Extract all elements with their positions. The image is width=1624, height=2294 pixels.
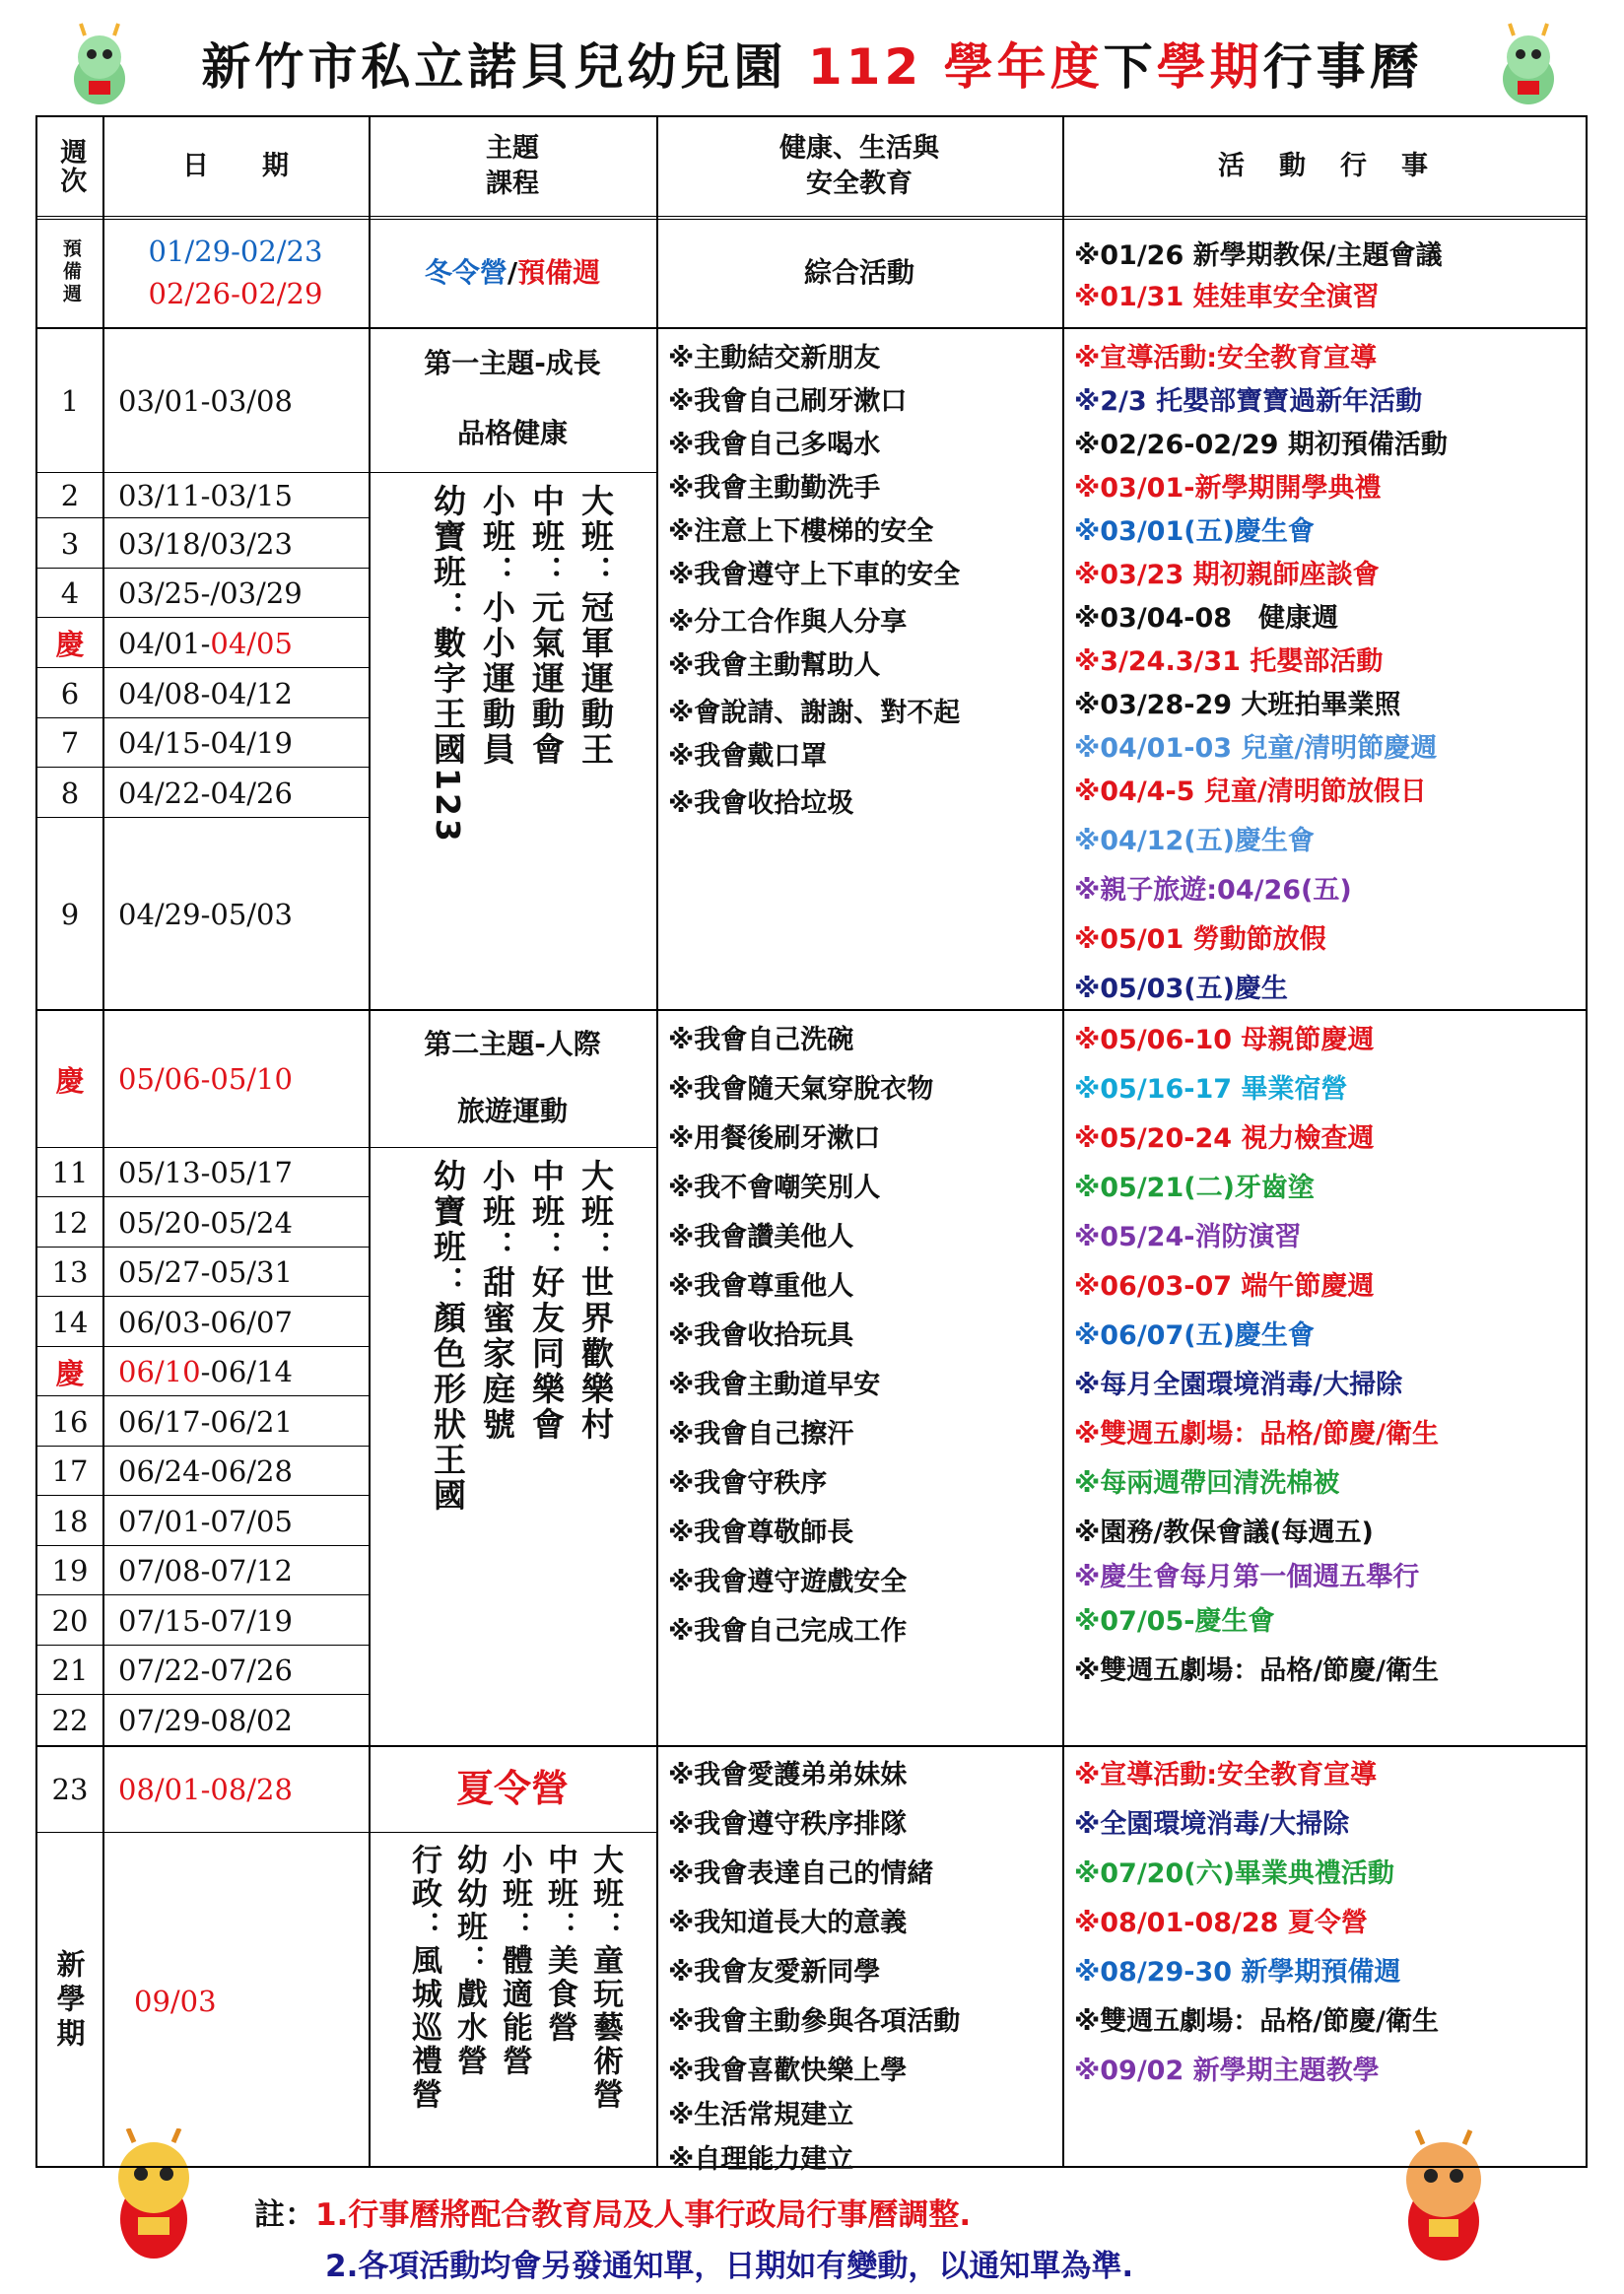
health-item: ※我會主動幫助人	[668, 650, 881, 681]
class-theme: 中班：好友同樂會	[527, 1159, 566, 1443]
theme-subtitle: 旅遊運動	[456, 1095, 568, 1128]
health-item: ※我會收拾垃圾	[668, 788, 854, 819]
prep-date-2: 02/26-02/29	[148, 276, 323, 310]
week-date: 07/15-07/19	[118, 1603, 293, 1638]
health-item: ※我會尊重他人	[668, 1271, 854, 1302]
health-item: ※我會主動道早安	[668, 1370, 881, 1400]
week-date: 03/01-03/08	[118, 383, 293, 418]
health-item: ※我會自己完成工作	[668, 1616, 908, 1647]
class-theme: 小班：甜蜜家庭號	[478, 1159, 516, 1443]
dragon-mascot-icon	[55, 22, 144, 110]
week-number: 18	[51, 1504, 89, 1538]
theme-title: 第二主題-人際	[424, 1028, 601, 1061]
week-number: 21	[51, 1653, 89, 1687]
week-number: 慶	[55, 628, 85, 661]
prep-date-1: 01/29-02/23	[148, 235, 323, 269]
week-date: 07/01-07/05	[118, 1504, 293, 1538]
activity-item: ※03/04-08 健康週	[1074, 603, 1339, 634]
class-theme: 幼寶班：顏色形狀王國	[429, 1159, 467, 1514]
health-item: ※我會自己刷牙漱口	[668, 386, 908, 417]
activity-item: ※每月全園環境消毒/大掃除	[1074, 1370, 1403, 1400]
week-date: 09/03	[134, 1984, 217, 2018]
week-number: 19	[51, 1554, 89, 1587]
week-date: 07/22-07/26	[118, 1653, 293, 1687]
health-item: ※我會遵守遊戲安全	[668, 1567, 908, 1597]
week-date: 06/24-06/28	[118, 1454, 293, 1488]
activity-item: ※06/03-07 端午節慶週	[1074, 1271, 1375, 1302]
class-theme: 小班：小小運動員	[478, 484, 516, 768]
class-theme: 行政：風城巡禮營	[406, 1844, 441, 2112]
health-item: ※我會尊敬師長	[668, 1518, 854, 1548]
activity-item: ※05/06-10 母親節慶週	[1074, 1025, 1375, 1055]
week-date: 04/01- 04/05	[118, 626, 293, 660]
health-item: ※我會遵守秩序排隊	[668, 1809, 908, 1840]
class-theme: 小班：體適能營	[497, 1844, 532, 2078]
health-item: ※我會友愛新同學	[668, 1957, 881, 1988]
activity-item: ※宣導活動:安全教育宣導	[1074, 343, 1378, 373]
health-item: ※分工合作與人分享	[668, 607, 908, 638]
schedule-table	[35, 115, 1588, 2175]
week-date: 05/06-05/10	[118, 1062, 293, 1096]
activity-item: ※04/12(五)慶生會	[1074, 826, 1315, 856]
health-item: ※我會讚美他人	[668, 1222, 854, 1252]
footer-note-2: 2.各項活動均會另發通知單，日期如有變動，以通知單為準.	[325, 2249, 1134, 2284]
activity-item: ※04/01-03 兒童/清明節慶週	[1074, 733, 1438, 764]
week-date: 07/29-08/02	[118, 1704, 293, 1737]
class-theme: 大班：童玩藝術營	[587, 1844, 623, 2112]
activity-item: ※雙週五劇場：品格/節慶/衛生	[1074, 2006, 1439, 2037]
activity-item: ※01/31 娃娃車安全演習	[1074, 282, 1380, 312]
health-item: ※我會收拾玩具	[668, 1320, 854, 1351]
activity-item: ※03/28-29 大班拍畢業照	[1074, 690, 1401, 720]
health-item: ※用餐後刷牙漱口	[668, 1123, 881, 1154]
week-number: 16	[51, 1404, 89, 1439]
week-date: 04/08-04/12	[118, 676, 293, 710]
activity-item: ※08/01-08/28 夏令營	[1074, 1908, 1368, 1938]
footer-note-1: 註：1.行事曆將配合教育局及人事行政局行事曆調整.	[254, 2197, 972, 2233]
week-number: 6	[60, 676, 80, 710]
header-health: 健康、生活與 安全教育	[779, 132, 939, 199]
activity-item: ※03/01-新學期開學典禮	[1074, 473, 1382, 504]
week-number: 23	[51, 1773, 89, 1806]
activity-item: ※2/3 托嬰部寶寶過新年活動	[1074, 386, 1423, 417]
week-number: 1	[60, 383, 80, 418]
header-activity: 活 動 行 事	[1218, 150, 1432, 181]
week-number: 7	[60, 726, 80, 760]
week-number: 11	[51, 1156, 89, 1189]
activity-item: ※雙週五劇場：品格/節慶/衛生	[1074, 1419, 1439, 1450]
week-date: 04/22-04/26	[118, 776, 293, 810]
week-date: 07/08-07/12	[118, 1554, 293, 1587]
activity-item: ※3/24.3/31 托嬰部活動	[1074, 646, 1384, 677]
prep-health: 綜合活動	[803, 255, 914, 289]
week-date: 04/15-04/19	[118, 726, 293, 760]
week-number: 4	[60, 576, 80, 610]
health-item: ※我會愛護弟弟妹妹	[668, 1760, 908, 1790]
header-week: 週次	[55, 138, 87, 195]
health-item: ※我不會嘲笑別人	[668, 1173, 881, 1203]
week-number: 8	[60, 776, 80, 810]
health-item: ※我會隨天氣穿脫衣物	[668, 1074, 934, 1105]
health-item: ※我會喜歡快樂上學	[668, 2056, 908, 2086]
week-number: 慶	[55, 1356, 85, 1390]
health-item: ※我會自己擦汗	[668, 1419, 854, 1450]
activity-item: ※05/24-消防演習	[1074, 1222, 1302, 1252]
activity-item: ※05/20-24 視力檢查週	[1074, 1123, 1375, 1154]
class-theme: 幼寶班：數字王國123	[429, 484, 467, 844]
activity-item: ※05/21(二)牙齒塗	[1074, 1173, 1315, 1203]
week-number: 17	[51, 1454, 89, 1488]
week-number: 20	[51, 1603, 89, 1638]
health-item: ※我會守秩序	[668, 1468, 828, 1499]
health-item: ※生活常規建立	[668, 2100, 854, 2130]
activity-item: ※05/01 勞動節放假	[1074, 924, 1326, 955]
header-date: 日 期	[182, 150, 289, 181]
week-date: 08/01-08/28	[118, 1773, 293, 1806]
week-number: 3	[60, 526, 80, 561]
week-date: 03/25-/03/29	[118, 576, 303, 610]
class-theme: 大班：冠軍運動王	[576, 484, 615, 768]
dragon-mascot-icon	[1484, 22, 1573, 110]
health-item: ※我會遵守上下車的安全	[668, 560, 961, 590]
week-date: 03/11-03/15	[118, 479, 293, 512]
week-date: 05/27-05/31	[118, 1255, 293, 1289]
theme-subtitle: 品格健康	[456, 417, 568, 450]
health-item: ※我會戴口罩	[668, 741, 828, 772]
class-theme: 中班：元氣運動會	[527, 484, 566, 768]
health-item: ※主動結交新朋友	[668, 343, 881, 373]
week-number: 2	[60, 479, 80, 512]
summer-camp-title: 夏令營	[455, 1767, 569, 1811]
activity-item: ※06/07(五)慶生會	[1074, 1320, 1315, 1351]
activity-item: ※每兩週帶回清洗棉被	[1074, 1468, 1340, 1499]
week-number: 14	[51, 1305, 89, 1339]
week-date: 05/20-05/24	[118, 1205, 293, 1240]
health-item: ※會說請、謝謝、對不起	[668, 698, 961, 728]
activity-item: ※慶生會每月第一個週五舉行	[1074, 1562, 1420, 1592]
activity-item: ※03/23 期初親師座談會	[1074, 560, 1380, 590]
week-number: 9	[60, 897, 80, 931]
health-item: ※我會自己洗碗	[668, 1025, 854, 1055]
activity-item: ※05/16-17 畢業宿營	[1074, 1074, 1348, 1105]
week-number: 22	[51, 1704, 89, 1737]
activity-item: ※07/20(六)畢業典禮活動	[1074, 1858, 1394, 1889]
activity-item: ※05/03(五)慶生	[1074, 974, 1288, 1004]
page-title: 新竹市私立諾貝兒幼兒園 112 學年度下學期行事曆	[201, 38, 1423, 96]
week-date: 06/03-06/07	[118, 1305, 293, 1339]
header-theme: 主題 課程	[486, 132, 539, 199]
health-item: ※我會表達自己的情緒	[668, 1858, 934, 1889]
health-item: ※我會自己多喝水	[668, 430, 881, 460]
prep-week: 預備週	[59, 238, 82, 306]
week-number: 新學期	[52, 1949, 87, 2053]
week-date: 03/18/03/23	[118, 526, 293, 561]
class-theme: 中班：美食營	[542, 1844, 577, 2045]
week-date: 04/29-05/03	[118, 897, 293, 931]
activity-item: ※全園環境消毒/大掃除	[1074, 1809, 1350, 1840]
week-number: 慶	[55, 1063, 85, 1098]
activity-item: ※09/02 新學期主題教學	[1074, 2056, 1380, 2086]
activity-item: ※07/05-慶生會	[1074, 1606, 1275, 1637]
class-theme: 幼幼班：戲水營	[451, 1844, 487, 2078]
activity-item: ※雙週五劇場：品格/節慶/衛生	[1074, 1655, 1439, 1686]
activity-item: ※宣導活動:安全教育宣導	[1074, 1760, 1378, 1790]
week-date: 06/10 -06/14	[118, 1355, 293, 1388]
health-item: ※我會主動參與各項活動	[668, 2006, 961, 2037]
activity-item: ※親子旅遊:04/26(五)	[1074, 875, 1352, 906]
activity-item: ※03/01(五)慶生會	[1074, 516, 1315, 547]
health-item: ※注意上下樓梯的安全	[668, 516, 934, 547]
health-item: ※我會主動勤洗手	[668, 473, 881, 504]
class-theme: 大班：世界歡樂村	[576, 1159, 615, 1443]
prep-theme: 冬令營 / 預備週	[424, 255, 601, 289]
week-date: 06/17-06/21	[118, 1404, 293, 1439]
health-item: ※自理能力建立	[668, 2144, 854, 2175]
week-date: 05/13-05/17	[118, 1156, 293, 1189]
activity-item: ※園務/教保會議(每週五)	[1074, 1518, 1374, 1548]
activity-item: ※01/26 新學期教保/主題會議	[1074, 240, 1443, 271]
theme-title: 第一主題-成長	[424, 347, 601, 380]
week-number: 13	[51, 1255, 89, 1289]
activity-item: ※04/4-5 兒童/清明節放假日	[1074, 776, 1427, 807]
health-item: ※我知道長大的意義	[668, 1908, 908, 1938]
activity-item: ※02/26-02/29 期初預備活動	[1074, 430, 1448, 460]
activity-item: ※08/29-30 新學期預備週	[1074, 1957, 1401, 1988]
week-number: 12	[51, 1205, 89, 1240]
